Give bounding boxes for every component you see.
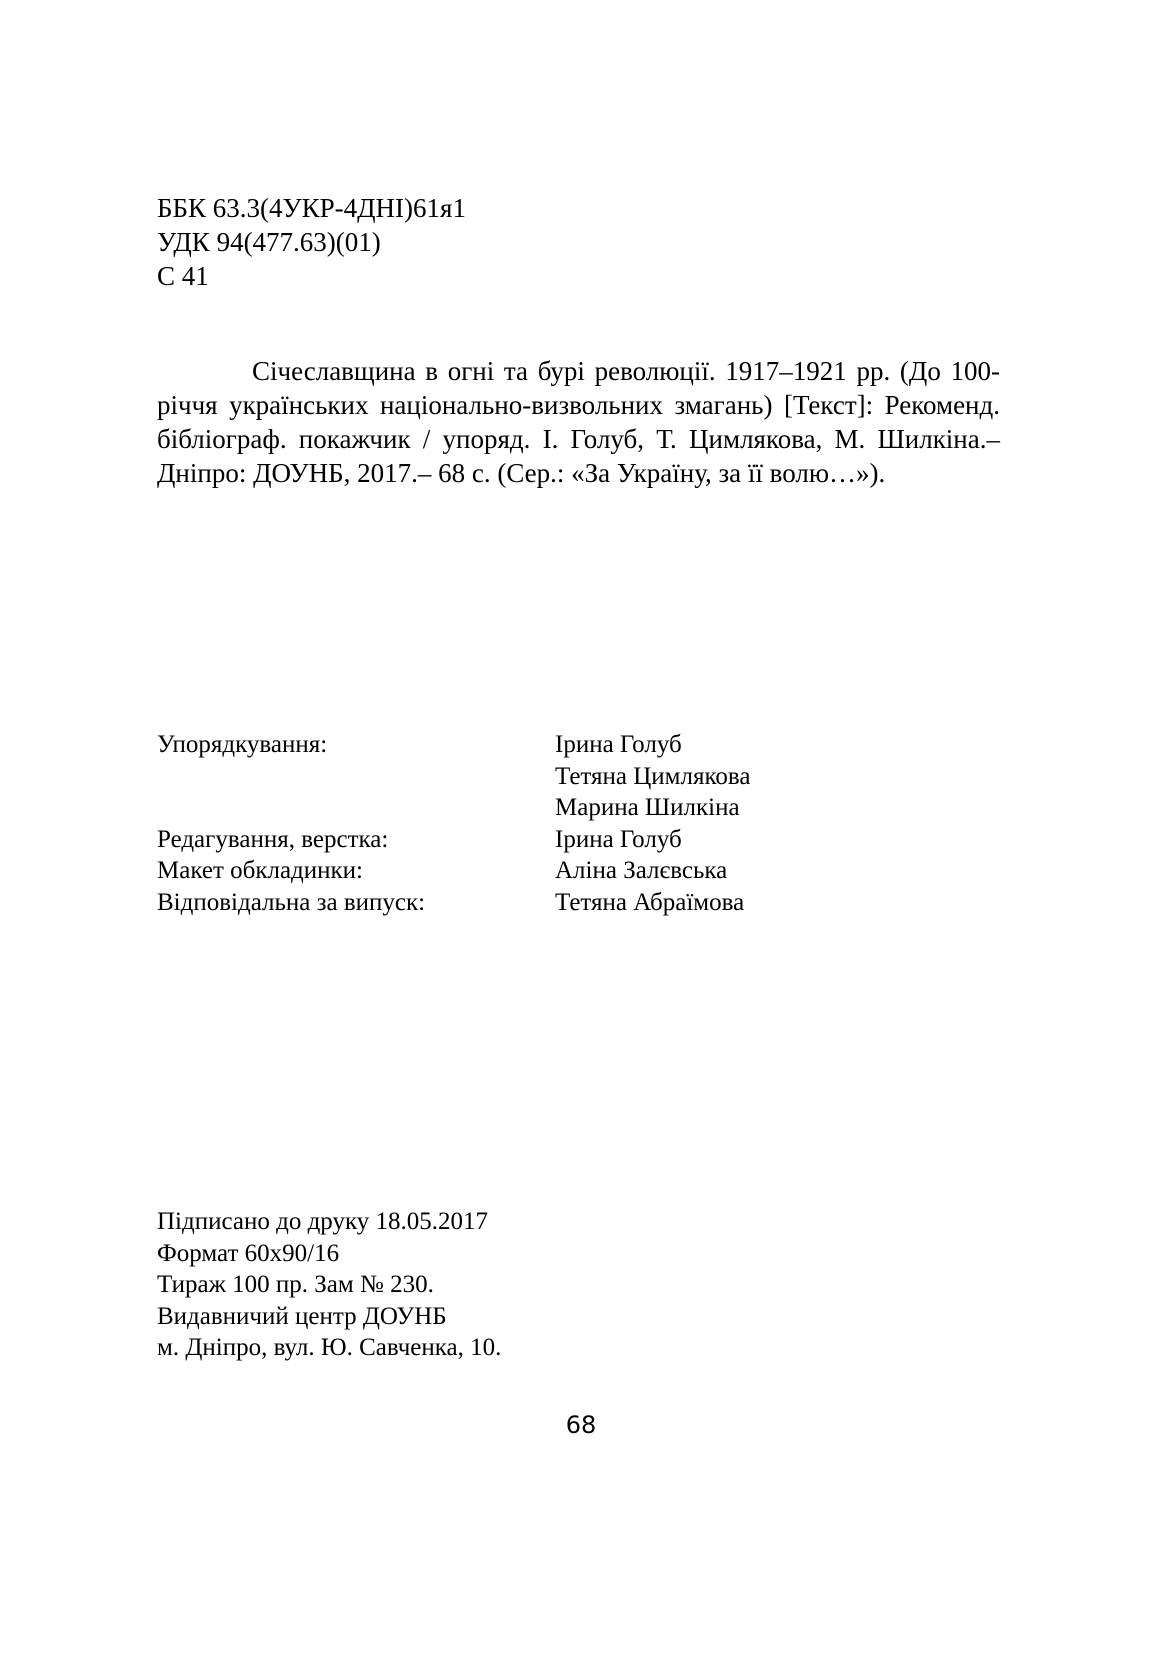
signed-to-print: Підписано до друку 18.05.2017 [157, 1208, 489, 1235]
print-run: Тираж 100 пр. Зам № 230. [157, 1271, 434, 1298]
credit-row-responsible [157, 887, 750, 919]
credits-block [157, 729, 750, 918]
credit-name: Аліна Залєвська [555, 857, 728, 884]
publisher: Видавничий центр ДОУНБ [157, 1302, 447, 1330]
credit-role: Відповідальна за випуск: [157, 888, 426, 916]
author-mark: С 41 [157, 261, 209, 291]
credit-name: Тетяна Абраїмова [555, 888, 745, 916]
publisher-address: м. Дніпро, вул. Ю. Савченка, 10. [157, 1334, 502, 1361]
credit-role: Редагування, верстка: [157, 825, 389, 853]
credit-names [555, 824, 682, 856]
page-number: 68 [565, 1411, 597, 1439]
imprint-block [157, 1206, 501, 1364]
credit-name: Ірина Голуб [555, 731, 682, 758]
credit-names [555, 729, 750, 824]
classification-block [157, 191, 466, 293]
credit-name: Тетяна Цимлякова [555, 762, 751, 790]
credit-names [555, 855, 727, 887]
udk-code: УДК 94(477.63)(01) [157, 227, 381, 257]
credit-row-compilers [157, 729, 750, 824]
credit-role: Упорядкування: [157, 731, 328, 758]
credit-row-editing [157, 824, 750, 856]
paper-format: Формат 60х90/16 [157, 1239, 340, 1267]
credit-row-cover [157, 855, 750, 887]
bibliographic-annotation: Січеславщина в огні та бурі революції. 1917–1921 рр. (До 100-річчя українських національно-визвольних змагань) [Текст]: Рекоменд. бібліограф. покажчик / упоряд. І. Голуб, Т. Цимлякова, М. Шилкіна.– Дніпро: ДОУНБ, 2017.– 68 с. (Сер.: «За Україну, за її волю…»). [157, 356, 1000, 488]
credit-name: Ірина Голуб [555, 825, 682, 853]
credit-name: Марина Шилкіна [555, 794, 740, 821]
credit-names [555, 887, 744, 919]
bbk-code: ББК 63.3(4УКР-4ДНІ)61я1 [157, 193, 466, 223]
credit-role: Макет обкладинки: [157, 857, 364, 884]
